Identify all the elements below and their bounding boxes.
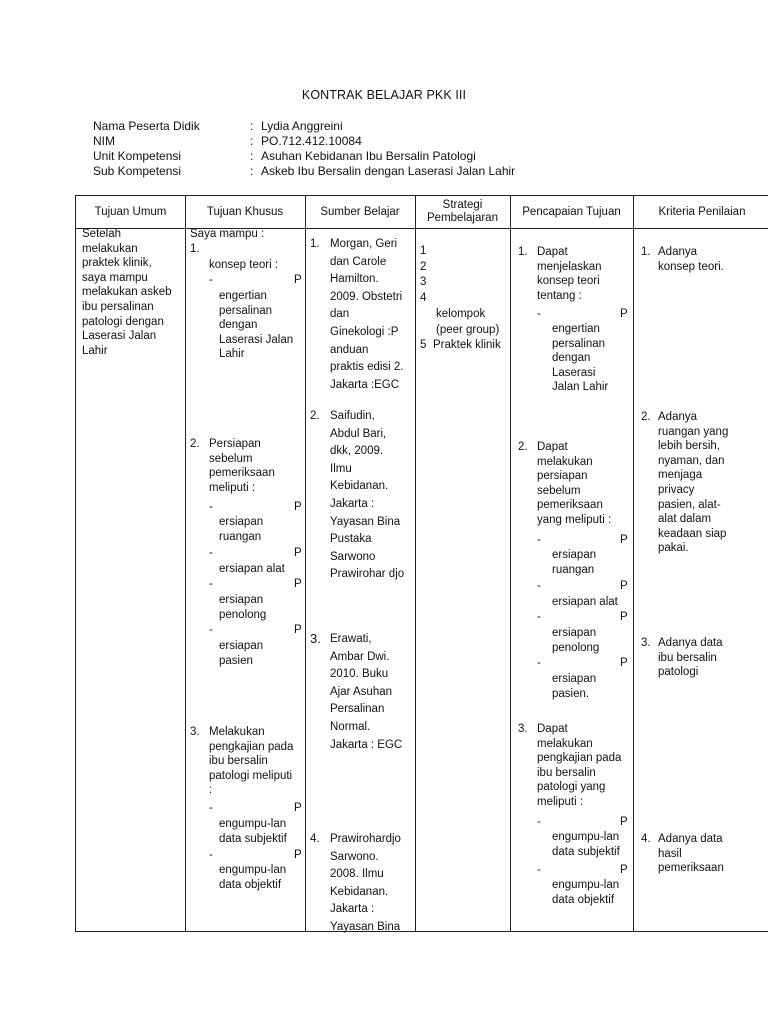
- text-line: ersiapan: [552, 549, 597, 561]
- text-line: pasien, alat-: [658, 498, 721, 511]
- info-value: Asuhan Kebidanan Ibu Bersalin Patologi: [261, 149, 476, 163]
- info-label: Nama Peserta Didik: [93, 119, 200, 133]
- tk-konsep-list: [219, 289, 293, 362]
- text-line: sebelum: [209, 452, 253, 465]
- tk-intro: Saya mampu :: [190, 228, 265, 240]
- text-line: Normal.: [330, 720, 371, 733]
- text-line: ibu bersalin: [537, 766, 596, 779]
- kr-konsep: [658, 245, 724, 274]
- text-line: dengan: [552, 352, 591, 365]
- tk-p-letter: P: [294, 547, 302, 559]
- sumber-ref-1: [330, 236, 404, 394]
- text-line: ersiapan: [552, 627, 597, 639]
- text-line: engertian: [219, 290, 267, 302]
- text-line: dan Carole: [330, 255, 387, 268]
- pc-konsep: [537, 245, 602, 303]
- text-line: lebih bersih,: [658, 440, 721, 453]
- text-line: meliputi :: [209, 481, 256, 494]
- text-line: Adanya: [658, 411, 698, 423]
- text-line: alat dalam: [658, 513, 712, 526]
- kr-data-ibu: [658, 636, 723, 680]
- text-line: Abdul Bari,: [330, 427, 387, 440]
- text-line: praktis edisi 2.: [330, 361, 404, 374]
- text-line: Kebidanan.: [330, 480, 389, 493]
- text-line: yang meliputi :: [537, 513, 612, 526]
- text-line: Adanya data: [658, 637, 723, 649]
- header-label: Tujuan Umum: [94, 205, 167, 218]
- tk-number: 3.: [190, 726, 200, 738]
- tk-persiapan-ruangan: [219, 515, 263, 544]
- pc-konsep-list: [552, 322, 608, 395]
- text-line: Adanya data: [658, 833, 723, 845]
- text-line: meliputi :: [537, 795, 584, 808]
- tk-persiapan: [209, 437, 275, 495]
- text-line: data objektif: [552, 893, 615, 906]
- text-line: ruangan yang: [658, 425, 729, 438]
- header-kriteria: [633, 196, 768, 228]
- column-divider: [633, 196, 634, 931]
- header-label: Pencapaian Tujuan: [522, 205, 621, 218]
- text-line: melakukan: [537, 455, 593, 468]
- sumber-number: 1.: [310, 238, 320, 250]
- text-line: Morgan, Geri: [330, 238, 398, 250]
- text-line: melakukan askeb: [82, 286, 172, 299]
- pc-data-subjektif: [552, 830, 620, 859]
- text-line: keadaan siap: [658, 527, 727, 540]
- text-line: Jakarta :EGC: [330, 378, 400, 391]
- text-line: (peer group): [436, 323, 500, 336]
- strategi-kelompok: [436, 307, 499, 338]
- text-line: pakai.: [658, 542, 689, 555]
- text-line: patologi dengan: [82, 315, 164, 328]
- pc-data-objektif: [552, 878, 619, 907]
- header-label: Tujuan Khusus: [206, 205, 284, 218]
- text-line: 2: [420, 260, 427, 273]
- document-title: KONTRAK BELAJAR PKK III: [301, 88, 467, 102]
- text-line: data subjektif: [219, 832, 287, 845]
- text-line: Lahir: [82, 344, 108, 357]
- pc-pengkajian: [537, 722, 621, 810]
- text-line: hasil: [658, 847, 682, 860]
- tk-dash: -: [209, 547, 213, 559]
- text-line: pemeriksaan: [658, 862, 724, 875]
- sumber-number: 3.: [310, 631, 321, 646]
- text-line: Saifudin,: [330, 410, 375, 422]
- tk-p-letter: P: [294, 849, 302, 861]
- text-line: konsep teori.: [658, 260, 724, 273]
- header-label: Strategi: [442, 199, 483, 211]
- text-line: ibu persalinan: [82, 300, 154, 313]
- text-line: pemeriksaan: [537, 499, 603, 512]
- tujuan-umum-text: [82, 227, 172, 358]
- text-line: engumpu-lan: [219, 818, 287, 830]
- text-line: Ambar Dwi.: [330, 650, 390, 663]
- pc-number: 1.: [518, 246, 528, 258]
- header-divider: [76, 228, 768, 229]
- pc-persiapan-penolong: [552, 626, 599, 655]
- text-line: Pustaka: [330, 533, 372, 546]
- strategi-number: 5: [420, 339, 427, 351]
- tk-number: 1.: [190, 243, 200, 255]
- info-label: Unit Kompetensi: [93, 149, 182, 163]
- text-line: 2008. Ilmu: [330, 868, 384, 881]
- pc-p-letter: P: [620, 816, 628, 828]
- pc-dash: -: [537, 534, 541, 546]
- tk-p-letter: P: [294, 274, 302, 286]
- tk-persiapan-alat: ersiapan alat: [219, 563, 285, 575]
- text-line: engumpu-lan: [552, 831, 620, 843]
- tk-dash: -: [209, 624, 213, 636]
- pc-dash: -: [537, 864, 541, 876]
- text-line: persalinan: [552, 337, 606, 350]
- kr-hasil: [658, 832, 724, 876]
- tk-p-letter: P: [294, 802, 302, 814]
- text-line: Dapat: [537, 723, 568, 735]
- info-colon: :: [250, 119, 254, 133]
- text-line: Jakarta : EGC: [330, 738, 403, 751]
- header-tujuan-khusus: [185, 196, 305, 228]
- text-line: Jalan Lahir: [552, 381, 609, 394]
- tk-p-letter: P: [294, 501, 302, 513]
- column-divider: [415, 196, 416, 931]
- pc-persiapan-ruangan: [552, 548, 596, 577]
- pc-dash: -: [537, 308, 541, 320]
- text-line: engertian: [552, 323, 600, 335]
- text-line: engumpu-lan: [552, 879, 620, 891]
- text-line: Ilmu: [330, 462, 352, 475]
- text-line: pengkajian pada: [537, 752, 622, 765]
- text-line: ersiapan: [219, 640, 264, 652]
- text-line: tentang :: [537, 289, 582, 302]
- text-line: Lahir: [219, 348, 245, 361]
- sumber-ref-3: [330, 631, 402, 754]
- info-colon: :: [250, 149, 254, 163]
- text-line: Melakukan: [209, 726, 265, 738]
- text-line: persalinan: [219, 304, 273, 317]
- pc-p-letter: P: [620, 611, 628, 623]
- text-line: ruangan: [219, 530, 262, 543]
- text-line: penolong: [219, 608, 267, 621]
- pc-persiapan: [537, 440, 611, 528]
- info-label: NIM: [93, 134, 115, 148]
- text-line: pasien.: [552, 687, 590, 700]
- text-line: dkk, 2009.: [330, 445, 384, 458]
- tk-dash: -: [209, 802, 213, 814]
- pc-dash: -: [537, 816, 541, 828]
- sumber-ref-2: [330, 408, 404, 584]
- text-line: Laserasi: [552, 366, 596, 379]
- text-line: 3: [420, 276, 427, 288]
- text-line: Ginekologi :P: [330, 325, 399, 338]
- tk-persiapan-pasien: [219, 639, 263, 668]
- kr-number: 2.: [641, 411, 651, 423]
- text-line: Jakarta :: [330, 497, 375, 510]
- text-line: saya mampu: [82, 271, 148, 284]
- tk-p-letter: P: [294, 624, 302, 636]
- text-line: patologi: [658, 666, 699, 679]
- text-line: pasien: [219, 654, 253, 667]
- tk-dash: -: [209, 501, 213, 513]
- text-line: Ajar Asuhan: [330, 685, 393, 698]
- text-line: menjaga: [658, 469, 703, 482]
- header-tujuan-umum: [76, 196, 185, 228]
- text-line: ibu bersalin: [209, 755, 268, 768]
- text-line: 1: [420, 245, 427, 257]
- tk-persiapan-penolong: [219, 593, 266, 622]
- tk-dash: -: [209, 274, 213, 286]
- text-line: anduan: [330, 343, 369, 356]
- text-line: sebelum: [537, 484, 581, 497]
- text-line: data subjektif: [552, 845, 620, 858]
- pc-p-letter: P: [620, 534, 628, 546]
- pc-dash: -: [537, 580, 541, 592]
- tk-data-objektif: [219, 863, 286, 892]
- tk-data-subjektif: [219, 817, 287, 846]
- pc-p-letter: P: [620, 864, 628, 876]
- text-line: privacy: [658, 483, 695, 496]
- pc-dash: -: [537, 657, 541, 669]
- text-line: nyaman, dan: [658, 454, 725, 467]
- text-line: patologi meliputi: [209, 769, 293, 782]
- info-label: Sub Kompetensi: [93, 164, 182, 178]
- header-label: Kriteria Penilaian: [658, 205, 746, 218]
- text-line: Prawirohar djo: [330, 568, 405, 581]
- pc-dash: -: [537, 611, 541, 623]
- text-line: melakukan: [537, 737, 593, 750]
- header-sumber-belajar: [305, 196, 415, 228]
- text-line: dengan: [219, 319, 258, 332]
- pc-p-letter: P: [620, 580, 628, 592]
- text-line: Hamilton.: [330, 273, 379, 286]
- text-line: 2009. Obstetri: [330, 290, 403, 303]
- text-line: Persalinan: [330, 703, 385, 716]
- header-pencapaian: [510, 196, 633, 228]
- pc-number: 3.: [518, 723, 528, 735]
- kr-ruangan: [658, 410, 728, 556]
- text-line: data objektif: [219, 878, 282, 891]
- tk-dash: -: [209, 849, 213, 861]
- tk-p-letter: P: [294, 578, 302, 590]
- text-line: Sarwono: [330, 550, 376, 563]
- text-line: konsep teori: [537, 275, 600, 288]
- kr-number: 3.: [641, 637, 651, 649]
- strategi-numbers: [420, 244, 426, 306]
- info-colon: :: [250, 134, 254, 148]
- text-line: ersiapan: [219, 594, 264, 606]
- sumber-number: 4.: [310, 833, 320, 845]
- tk-pengkajian: [209, 725, 293, 798]
- info-value: Askeb Ibu Bersalin dengan Laserasi Jalan Lahir: [261, 164, 516, 178]
- info-value: PO.712.412.10084: [261, 134, 362, 148]
- column-divider: [305, 196, 306, 931]
- text-line: pemeriksaan: [209, 467, 275, 480]
- text-line: Sarwono.: [330, 850, 379, 863]
- text-line: Erawati,: [330, 633, 372, 645]
- text-line: Setelah: [82, 228, 122, 240]
- tk-number: 2.: [190, 438, 200, 450]
- text-line: Yayasan Bina: [330, 920, 401, 933]
- kr-number: 4.: [641, 833, 651, 845]
- text-line: patologi yang: [537, 781, 606, 794]
- sumber-ref-4: [330, 831, 401, 937]
- text-line: Jakarta :: [330, 903, 375, 916]
- info-value: Lydia Anggreini: [261, 119, 343, 133]
- text-line: pengkajian pada: [209, 740, 294, 753]
- text-line: melakukan: [82, 242, 138, 255]
- info-colon: :: [250, 164, 254, 178]
- text-line: persiapan: [537, 470, 588, 483]
- text-line: Yayasan Bina: [330, 515, 401, 528]
- text-line: ibu bersalin: [658, 651, 717, 664]
- column-divider: [185, 196, 186, 931]
- tk-dash: -: [209, 578, 213, 590]
- text-line: Laserasi Jalan: [219, 333, 294, 346]
- text-line: ersiapan: [552, 673, 597, 685]
- text-line: Dapat: [537, 441, 568, 453]
- text-line: Adanya: [658, 246, 698, 258]
- pc-persiapan-pasien: [552, 672, 596, 701]
- text-line: dan: [330, 308, 350, 321]
- strategi-praktek: Praktek klinik: [433, 339, 501, 351]
- text-line: menjelaskan: [537, 260, 602, 273]
- text-line: :: [209, 784, 213, 797]
- header-label: Sumber Belajar: [320, 205, 400, 218]
- text-line: ersiapan: [219, 516, 264, 528]
- text-line: kelompok: [436, 308, 486, 320]
- sumber-number: 2.: [310, 410, 320, 422]
- text-line: Laserasi Jalan: [82, 330, 157, 343]
- pc-persiapan-alat: ersiapan alat: [552, 596, 618, 608]
- text-line: Prawirohardjo: [330, 833, 401, 845]
- header-strategi: [415, 196, 510, 228]
- column-divider: [510, 196, 511, 931]
- text-line: praktek klinik,: [82, 257, 152, 270]
- text-line: Dapat: [537, 246, 568, 258]
- pc-p-letter: P: [620, 308, 628, 320]
- text-line: penolong: [552, 641, 600, 654]
- kr-number: 1.: [641, 246, 651, 258]
- pc-number: 2.: [518, 441, 528, 453]
- text-line: Persiapan: [209, 438, 261, 450]
- text-line: engumpu-lan: [219, 864, 287, 876]
- pc-p-letter: P: [620, 657, 628, 669]
- text-line: ruangan: [552, 563, 595, 576]
- text-line: Kebidanan.: [330, 885, 389, 898]
- text-line: 4: [420, 291, 427, 304]
- header-label: Pembelajaran: [427, 212, 498, 224]
- text-line: 2010. Buku: [330, 668, 389, 681]
- tk-konsep-label: konsep teori :: [209, 259, 279, 271]
